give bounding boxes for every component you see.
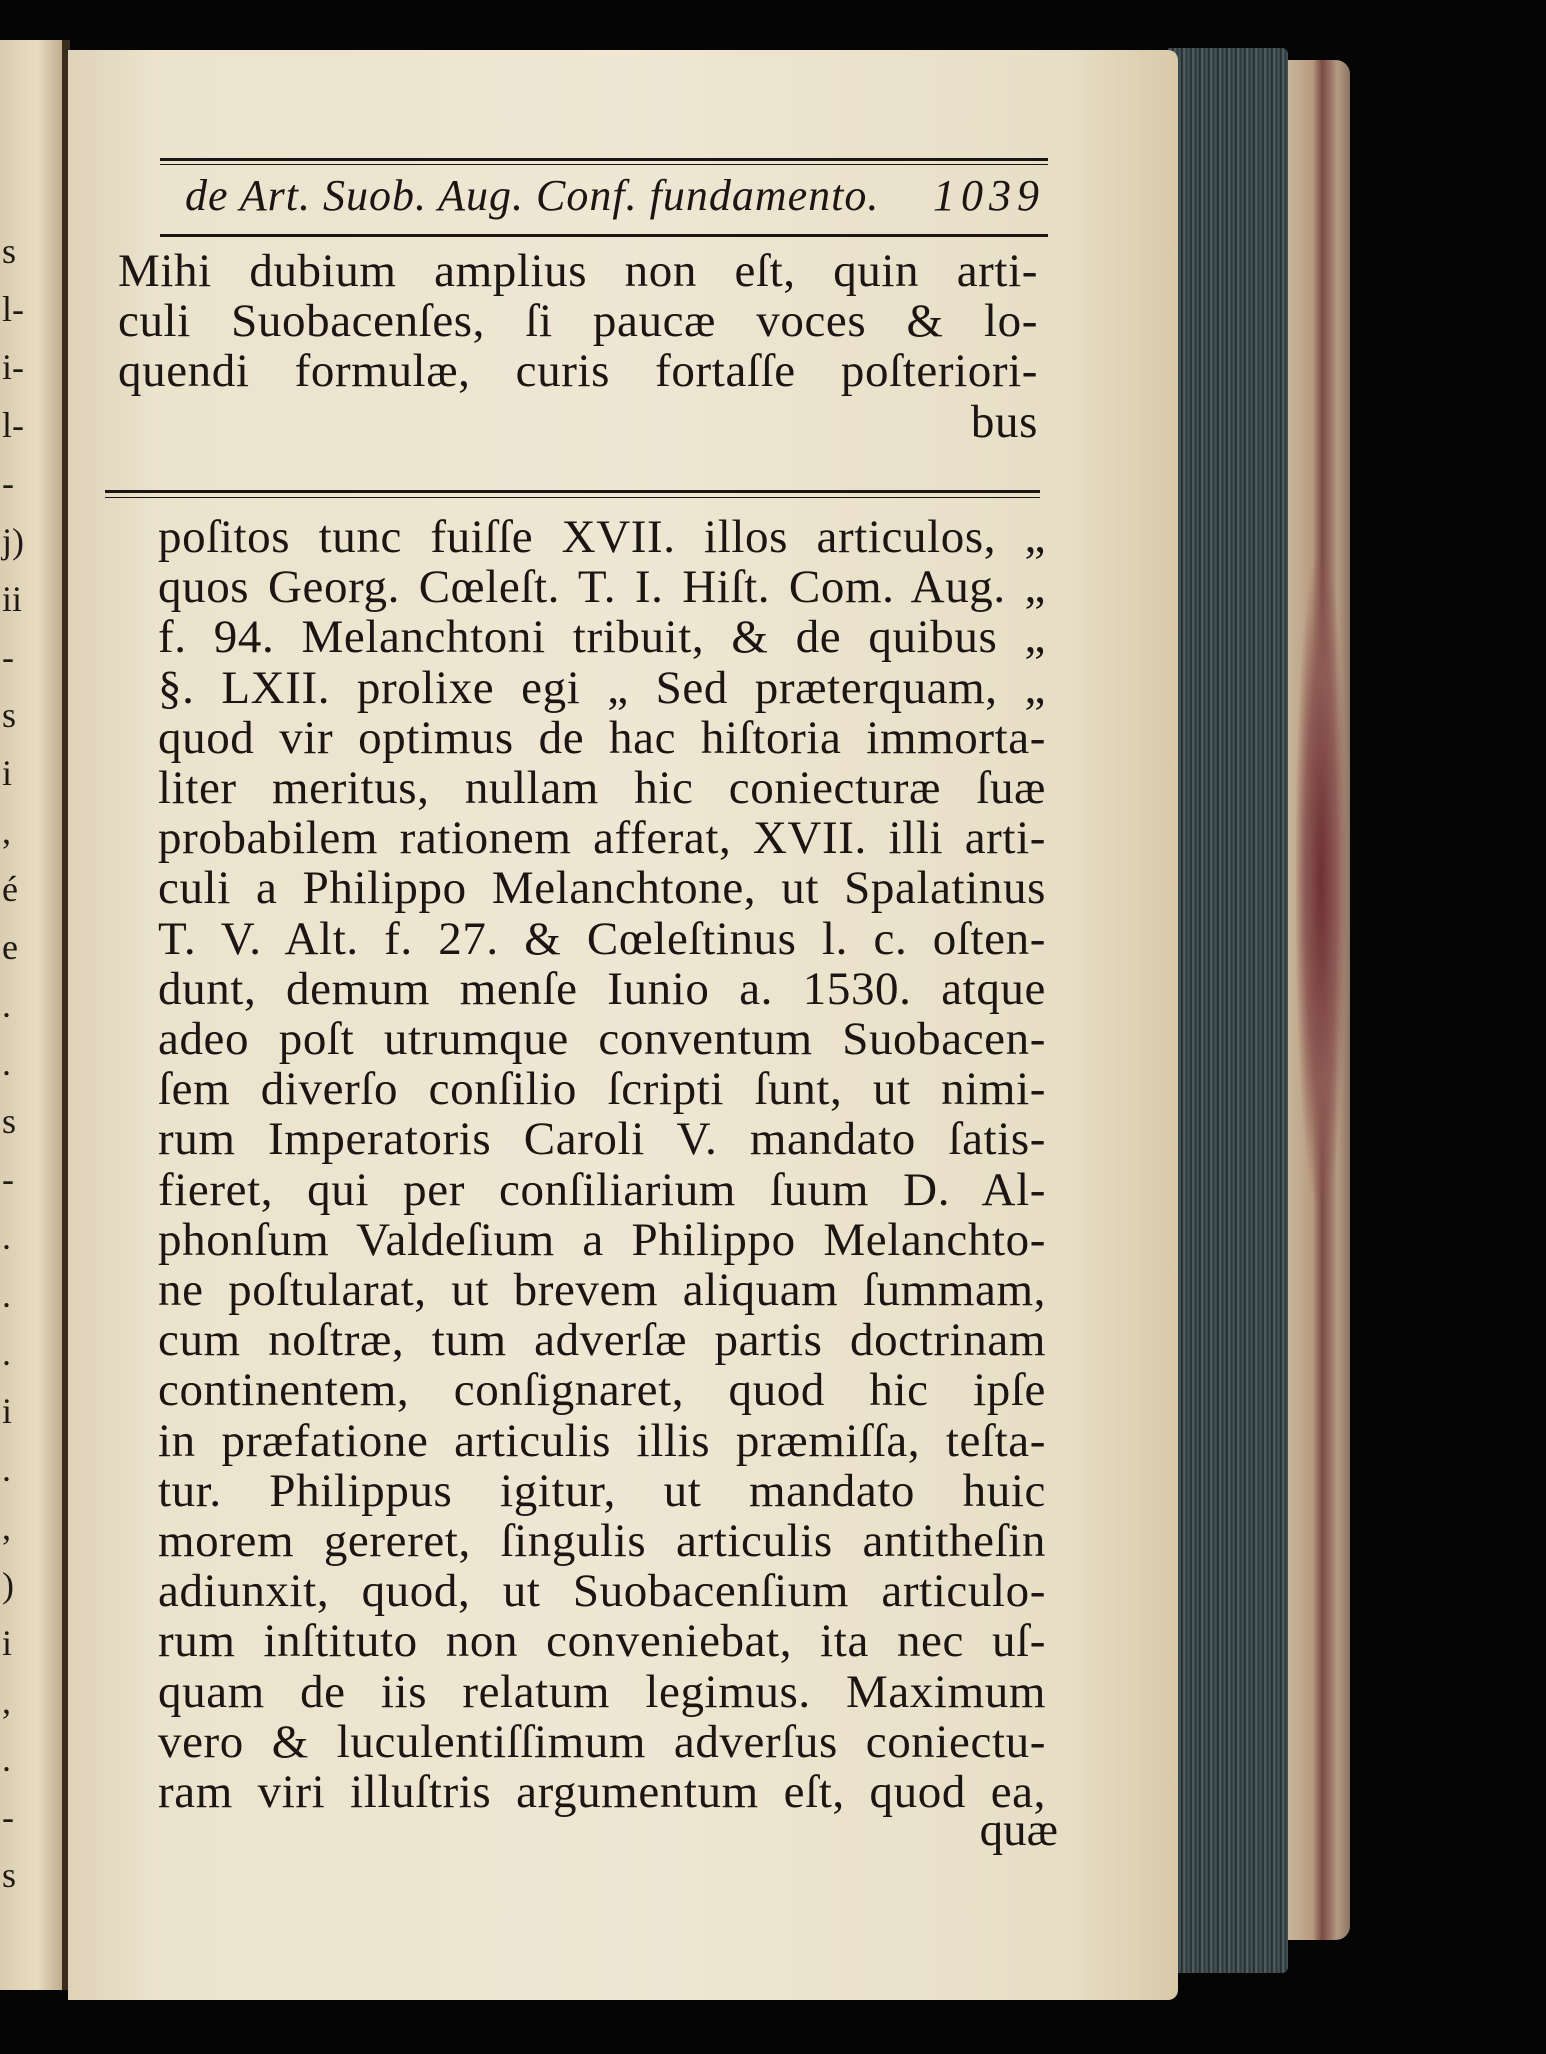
- facing-page-glyph: ): [2, 1565, 14, 1605]
- facing-page-glyph: é: [2, 869, 18, 909]
- facing-page-fragments: [0, 40, 60, 1990]
- text-line: quos Georg. Cœleſt. T. I. Hiſt. Com. Aug. „: [158, 561, 1046, 614]
- text-line: Mihi dubium amplius non eſt, quin arti-: [118, 245, 1038, 297]
- running-head: [165, 170, 1045, 230]
- page-number: 1039: [933, 171, 1045, 220]
- facing-page-glyph: l-: [2, 405, 24, 445]
- text-line: dunt, demum menſe Iunio a. 1530. atque: [158, 962, 1046, 1015]
- text-line: T. V. Alt. f. 27. & Cœleſtinus l. c. oſten-: [158, 912, 1046, 965]
- facing-page-glyph: .: [2, 1449, 11, 1489]
- facing-page-glyph: .: [2, 1043, 11, 1083]
- text-line: rum inſtituto non conveniebat, ita nec uſ-: [158, 1615, 1046, 1668]
- running-title: de Art. Suob. Aug. Conf. fundamento.: [185, 171, 880, 220]
- text-line: adeo poſt utrumque conventum Suobacen-: [158, 1013, 1046, 1066]
- facing-page-glyph: -: [2, 637, 14, 677]
- facing-page-glyph: l-: [2, 289, 24, 329]
- facing-page-glyph: i: [2, 1391, 13, 1431]
- facing-page-glyph: .: [2, 1217, 11, 1257]
- text-line: rum Imperatoris Caroli V. mandato ſatis-: [158, 1113, 1046, 1166]
- text-line: poſitos tunc fuiſſe XVII. illos articulos, „: [158, 511, 1046, 563]
- header-rule-top: [160, 158, 1048, 161]
- facing-page-glyph: .: [2, 1333, 11, 1373]
- text-line: in præfatione articulis illis præmiſſa, teſta-: [158, 1414, 1046, 1467]
- header-rule-top-thin: [160, 164, 1048, 165]
- facing-page-glyph: s: [2, 1101, 17, 1141]
- text-line: culi Suobacenſes, ſi paucæ voces & lo-: [118, 295, 1038, 348]
- top-paragraph: [118, 246, 1038, 447]
- text-line: morem gereret, ſingulis articulis antitheſin: [158, 1515, 1046, 1568]
- facing-page-glyph: s: [2, 1855, 17, 1895]
- facing-page-glyph: s: [2, 231, 17, 271]
- facing-page-glyph: -: [2, 463, 14, 503]
- facing-page-glyph: j): [2, 521, 24, 561]
- text-line: ne poſtularat, ut brevem aliquam ſummam,: [158, 1264, 1046, 1317]
- facing-page-glyph: ,: [2, 811, 11, 851]
- text-line: f. 94. Melanchtoni tribuit, & de quibus „: [158, 611, 1046, 664]
- text-line: vero & luculentiſſimum adverſus coniectu-: [158, 1715, 1046, 1768]
- text-line: phonſum Valdeſium a Philippo Melanchto-: [158, 1213, 1046, 1266]
- facing-page-glyph: -: [2, 1797, 14, 1837]
- facing-page-glyph: .: [2, 1275, 11, 1315]
- cover-stain: [1296, 560, 1346, 1200]
- text-line: culi a Philippo Melanchtone, ut Spalatinus: [158, 862, 1046, 915]
- text-line: ſem diverſo conſilio ſcripti ſunt, ut nimi-: [158, 1063, 1046, 1116]
- facing-page-glyph: ,: [2, 1681, 11, 1721]
- text-line: bus: [970, 395, 1038, 448]
- facing-page-glyph: s: [2, 695, 17, 735]
- text-line: probabilem rationem afferat, XVII. illi arti-: [158, 812, 1046, 865]
- text-line: continentem, conſignaret, quod hic ipſe: [158, 1364, 1046, 1417]
- facing-page-glyph: ii: [2, 579, 23, 619]
- text-line: §. LXII. prolixe egi „ Sed præterquam, „: [158, 661, 1046, 714]
- text-line: cum noſtræ, tum adverſæ partis doctrinam: [158, 1314, 1046, 1367]
- text-line: adiunxit, quod, ut Suobacenſium articulo-: [158, 1565, 1046, 1618]
- header-rule-bottom: [160, 234, 1048, 237]
- facing-page-glyph: -: [2, 1159, 14, 1199]
- main-paragraph: [158, 512, 1046, 1817]
- text-line: quam de iis relatum legimus. Maximum: [158, 1665, 1046, 1718]
- text-line: quendi formulæ, curis fortaſſe poſteriori-: [118, 345, 1038, 398]
- text-line: liter meritus, nullam hic coniecturæ ſuæ: [158, 762, 1046, 815]
- facing-page-glyph: i-: [2, 347, 24, 387]
- facing-page-glyph: i: [2, 1623, 13, 1663]
- facing-page-glyph: .: [2, 1739, 11, 1779]
- section-rule: [105, 490, 1040, 493]
- text-line: tur. Philippus igitur, ut mandato huic: [158, 1464, 1046, 1517]
- text-line: ram viri illuſtris argumentum eſt, quod ea,: [158, 1766, 1046, 1819]
- catchword: quæ: [979, 1804, 1058, 1856]
- text-block-edges: [1168, 48, 1288, 1973]
- facing-page-glyph: e: [2, 927, 18, 967]
- text-line: fieret, qui per conſiliarium ſuum D. Al-: [158, 1163, 1046, 1216]
- section-rule-thin: [105, 497, 1040, 498]
- text-line: quod vir optimus de hac hiſtoria immorta-: [158, 711, 1046, 764]
- facing-page-glyph: i: [2, 753, 13, 793]
- facing-page-glyph: .: [2, 985, 11, 1025]
- facing-page-glyph: ,: [2, 1507, 11, 1547]
